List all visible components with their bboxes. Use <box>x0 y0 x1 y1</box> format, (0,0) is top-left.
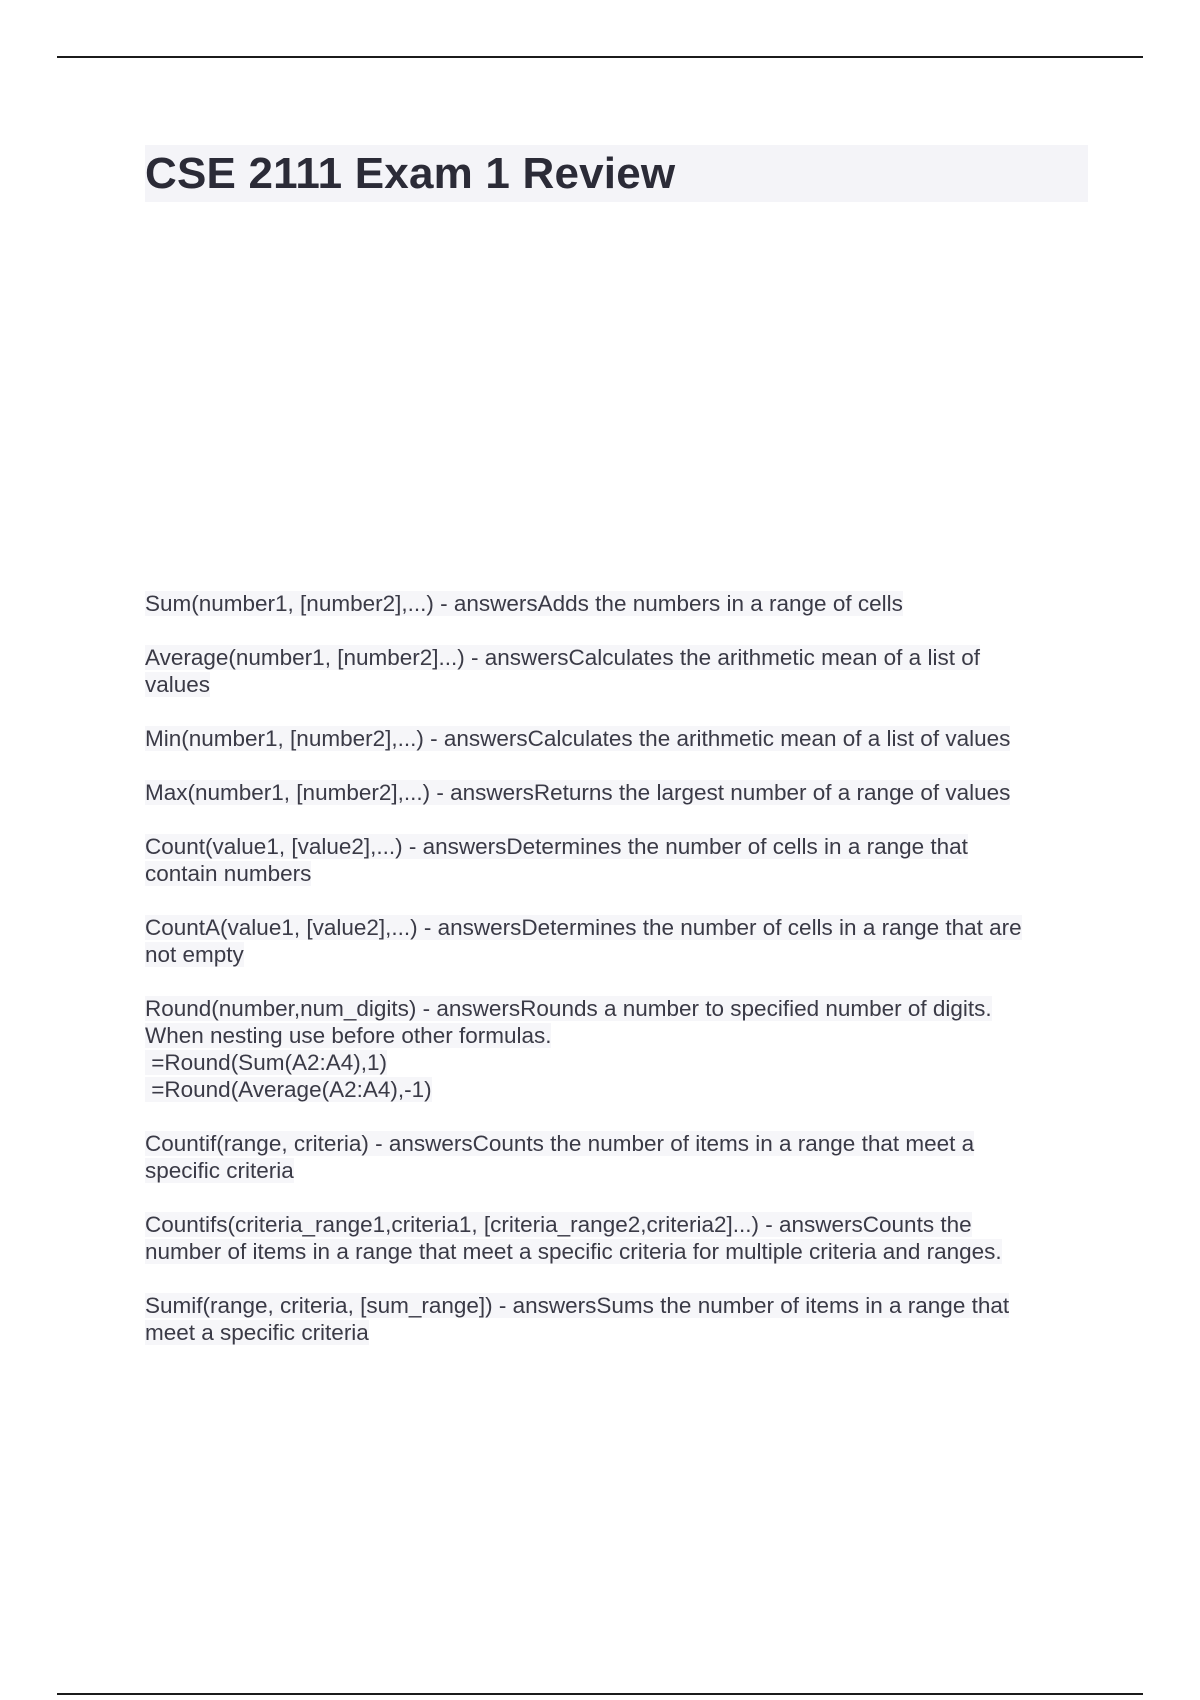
item-text-line: Average(number1, [number2]...) - answersCalculates the arithmetic mean of a list of <box>145 645 980 670</box>
item-text-line: Count(value1, [value2],...) - answersDetermines the number of cells in a range that <box>145 834 968 859</box>
list-item <box>145 1130 1095 1184</box>
list-item <box>145 914 1095 968</box>
item-text-line: When nesting use before other formulas. <box>145 1023 552 1048</box>
item-text-line: Sumif(range, criteria, [sum_range]) - answersSums the number of items in a range that <box>145 1293 1010 1318</box>
item-text-line: CountA(value1, [value2],...) - answersDetermines the number of cells in a range that are <box>145 915 1022 940</box>
item-text-line: Max(number1, [number2],...) - answersReturns the largest number of a range of values <box>145 780 1011 805</box>
item-text-line: contain numbers <box>145 861 312 886</box>
item-text-line: Min(number1, [number2],...) - answersCalculates the arithmetic mean of a list of values <box>145 726 1011 751</box>
item-text-line: Countif(range, criteria) - answersCounts the number of items in a range that meet a <box>145 1131 975 1156</box>
formula-example: =Round(Sum(A2:A4),1) <box>145 1050 387 1075</box>
list-item <box>145 590 1095 617</box>
item-text-line: values <box>145 672 211 697</box>
review-list <box>145 590 1095 1373</box>
list-item <box>145 779 1095 806</box>
list-item <box>145 1211 1095 1265</box>
formula-example: =Round(Average(A2:A4),-1) <box>145 1077 432 1102</box>
item-text-line: not empty <box>145 942 244 967</box>
item-text-line: number of items in a range that meet a specific criteria for multiple criteria and ranges. <box>145 1239 1002 1264</box>
item-text-line: Sum(number1, [number2],...) - answersAdds the numbers in a range of cells <box>145 591 903 616</box>
footer-rule <box>57 1693 1143 1695</box>
item-text-line: Countifs(criteria_range1,criteria1, [criteria_range2,criteria2]...) - answersCounts the <box>145 1212 972 1237</box>
header-rule <box>57 56 1143 58</box>
list-item <box>145 995 1095 1103</box>
item-text-line: meet a specific criteria <box>145 1320 369 1345</box>
item-text-line: Round(number,num_digits) - answersRounds a number to specified number of digits. <box>145 996 992 1021</box>
list-item <box>145 725 1095 752</box>
list-item <box>145 644 1095 698</box>
page-title: CSE 2111 Exam 1 Review <box>145 149 676 198</box>
list-item <box>145 833 1095 887</box>
item-text-line: specific criteria <box>145 1158 294 1183</box>
list-item <box>145 1292 1095 1346</box>
